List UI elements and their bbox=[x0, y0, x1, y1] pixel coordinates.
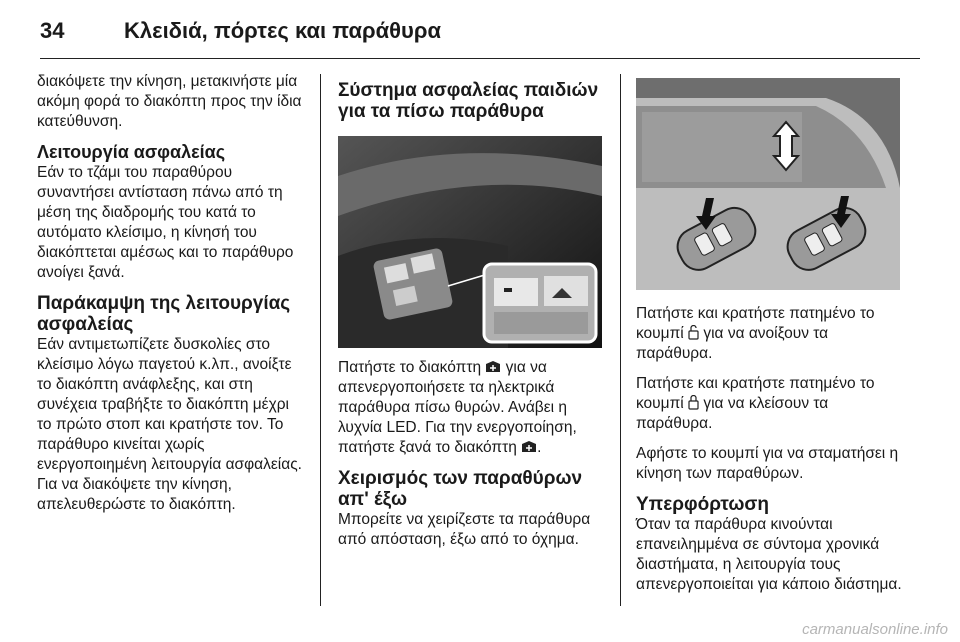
close-text-1: Πατήστε και κρατήστε πατημένο το κουμπί bbox=[636, 375, 875, 412]
heading-child-safety: Σύστημα ασφαλείας παιδιών για τα πίσω παράθυρα bbox=[338, 80, 599, 122]
remote-key-picture bbox=[636, 78, 900, 290]
page-title: Κλειδιά, πόρτες και παράθυρα bbox=[124, 18, 441, 43]
open-paragraph bbox=[636, 304, 908, 364]
heading-overload: Υπερφόρτωση bbox=[636, 494, 770, 515]
child-safety-paragraph bbox=[338, 358, 602, 458]
column-3 bbox=[620, 72, 908, 605]
heading-safety-function: Λειτουργία ασφαλείας bbox=[37, 142, 226, 162]
close-text-2: για να κλείσουν τα παράθυρα. bbox=[636, 395, 829, 432]
child-lock-icon bbox=[485, 360, 501, 374]
unlock-button-icon bbox=[688, 325, 699, 340]
intro-paragraph: διακόψετε την κίνηση, μετακινήστε μία ακόμη φορά το διακόπτη προς την ίδια κατεύθυνση. bbox=[37, 73, 302, 130]
column-2 bbox=[338, 72, 602, 560]
header-divider bbox=[40, 58, 920, 59]
open-text-1: Πατήστε και κρατήστε πατημένο το κουμπί bbox=[636, 305, 875, 342]
release-paragraph: Αφήστε το κουμπί για να σταματήσει η κίνηση των παραθύρων. bbox=[636, 445, 899, 482]
child-safety-text-1: Πατήστε το διακόπτη bbox=[338, 359, 486, 376]
remote-paragraph: Μπορείτε να χειρίζεστε τα παράθυρα από απόσταση, έξω από το όχημα. bbox=[338, 511, 591, 548]
child-safety-text-2: για να απενεργοποιήσετε τα ηλεκτρικά παράθυρα πίσω θυρών. Ανάβει η λυχνία LED. Για την ενεργοποίηση, πατήστε ξανά το διακόπτη bbox=[338, 359, 577, 456]
safety-paragraph: Εάν το τζάμι του παραθύρου συναντήσει αντίσταση πάνω από τη μέση της διαδρομής του κατά το αυτόματο κλείσιμο, η κίνησή του διακόπτεται αμέσως και το παράθυρο ανοίγει ξανά. bbox=[37, 164, 294, 281]
door-switch-picture bbox=[338, 136, 602, 348]
overload-paragraph: Όταν τα παράθυρα κινούνται επανειλημμένα σε σύντομα χρονικά διαστήματα, η λειτουργία τους απενεργοποιείται για κάποιο διάστημα. bbox=[636, 516, 902, 593]
remote-key-illustration bbox=[636, 78, 900, 290]
door-switch-illustration bbox=[338, 136, 602, 348]
lock-button-icon bbox=[688, 395, 699, 410]
heading-remote-operation: Χειρισμός των παραθύρων απ' έξω bbox=[338, 468, 583, 510]
override-paragraph: Εάν αντιμετωπίζετε δυσκολίες στο κλείσιμο λόγω παγετού κ.λπ., ανοίξτε το διακόπτη ανάφλεξης, και στη συνέχεια τραβήξτε το διακόπτη μέχρι το πρώτο στοπ και κρατήστε τον. Το παράθυρο κινείται χωρίς ενεργοποιημένη λειτουργία ασφαλείας. Για να διακόψετε την κίνηση, απελευθερώστε το διακόπτη. bbox=[37, 336, 302, 513]
close-paragraph bbox=[636, 374, 908, 434]
heading-override: Παράκαμψη της λειτουργίας ασφαλείας bbox=[37, 293, 291, 335]
page-header bbox=[40, 18, 920, 58]
child-lock-icon-2 bbox=[521, 440, 537, 454]
open-text-2: για να ανοίξουν τα παράθυρα. bbox=[636, 325, 829, 362]
page-number: 34 bbox=[40, 18, 65, 43]
column-divider-1 bbox=[320, 74, 321, 606]
column-1 bbox=[37, 72, 302, 525]
child-safety-text-3: . bbox=[537, 439, 542, 456]
footer-watermark-url: carmanualsonline.info bbox=[802, 621, 948, 638]
